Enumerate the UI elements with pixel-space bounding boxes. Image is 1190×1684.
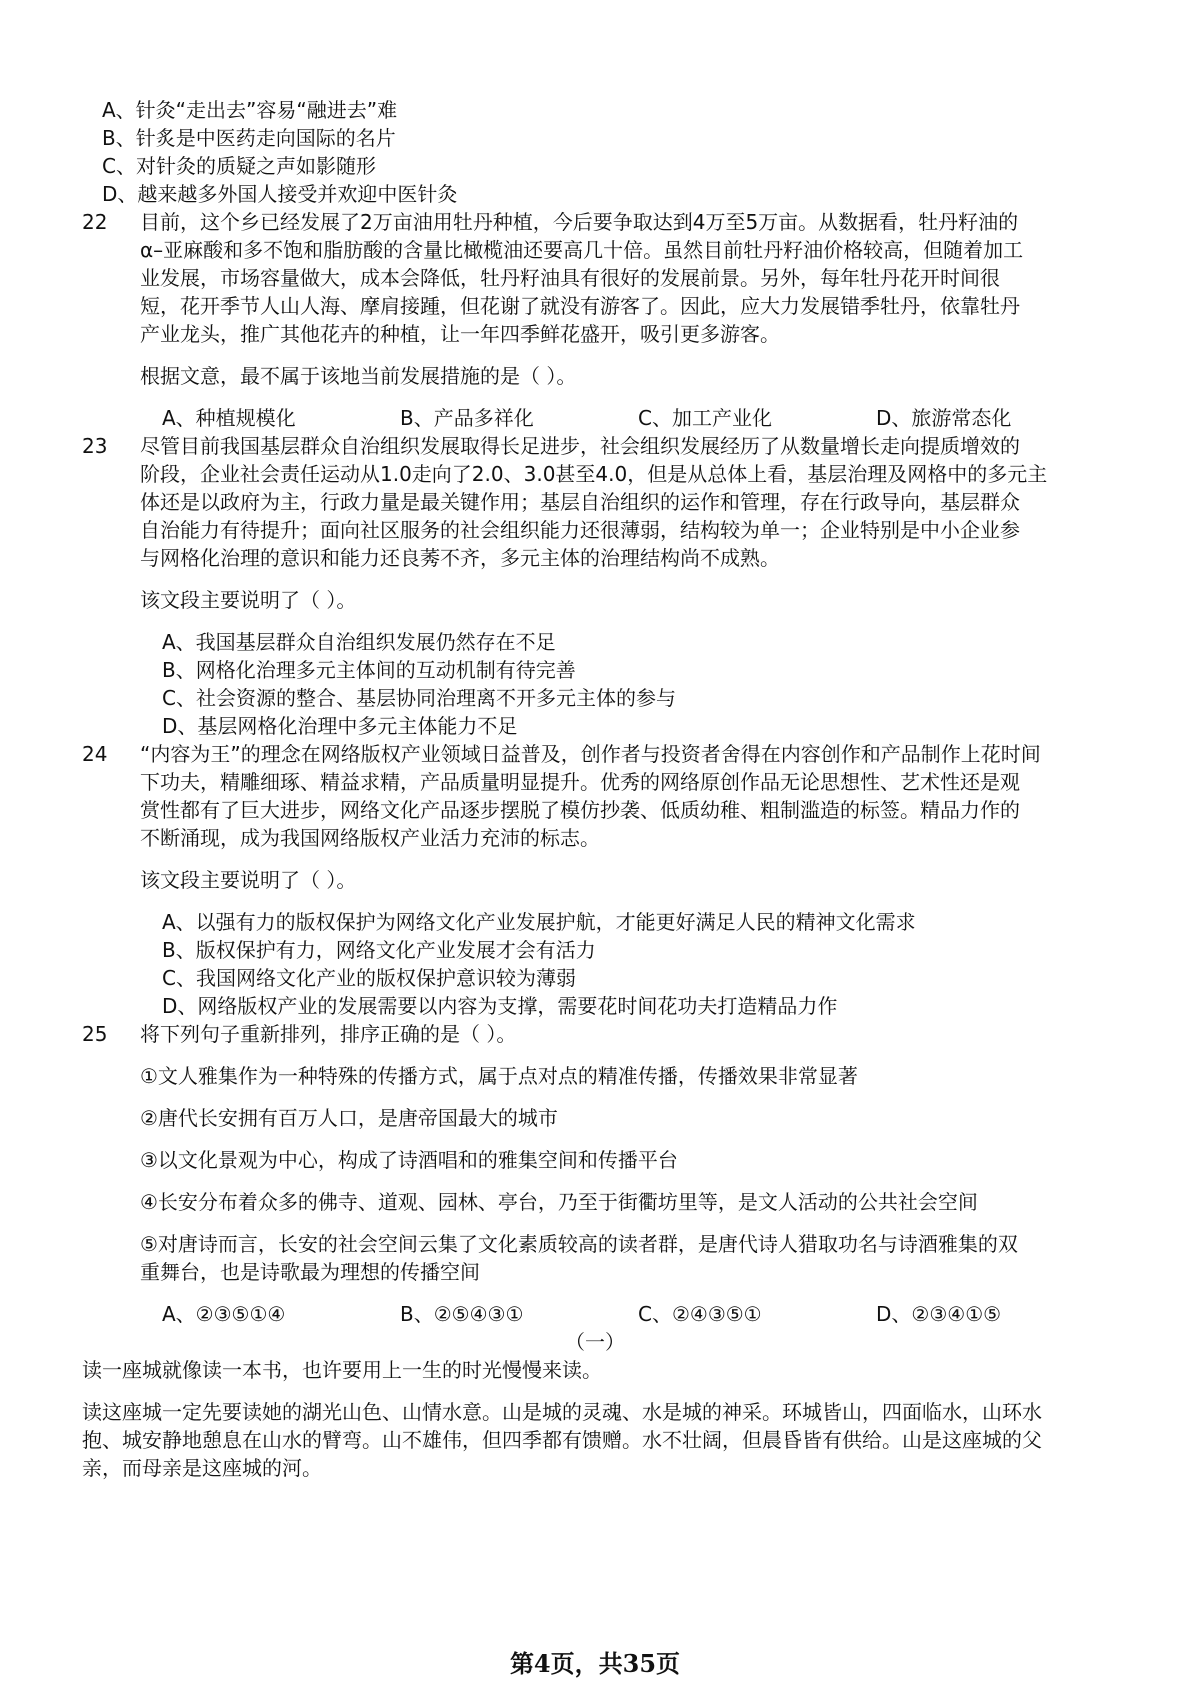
q22-options-row xyxy=(162,404,1062,432)
q22-passage-line: α–亚麻酸和多不饱和脂肪酸的含量比橄榄油还要高几十倍。虽然目前牡丹籽油价格较高，但随着加工 xyxy=(140,238,1024,262)
q25-option-d: D、②③④①⑤ xyxy=(876,1302,1002,1326)
page-number-footer: 第4页，共35页 xyxy=(509,1649,681,1678)
q25-sentence: ②唐代长安拥有百万人口，是唐帝国最大的城市 xyxy=(140,1106,558,1130)
q22-option-b: B、产品多祥化 xyxy=(400,406,534,430)
q24-question: 该文段主要说明了（ ）。 xyxy=(140,868,357,892)
q22-question: 根据文意，最不属于该地当前发展措施的是（ ）。 xyxy=(140,364,577,388)
q22-passage-line: 业发展，市场容量做大，成本会降低，牡丹籽油具有很好的发展前景。另外，每年牡丹花开时间很 xyxy=(140,266,1000,290)
q24-option-a: A、以强有力的版权保护为网络文化产业发展护航，才能更好满足人民的精神文化需求 xyxy=(162,910,916,934)
q24-passage-line: 赏性都有了巨大进步，网络文化产品逐步摆脱了模仿抄袭、低质幼稚、粗制滥造的标签。精品力作的 xyxy=(140,798,1020,822)
q25-option-b: B、②⑤④③① xyxy=(400,1302,524,1326)
q23-passage-line: 尽管目前我国基层群众自治组织发展取得长足进步，社会组织发展经历了从数量增长走向提质增效的 xyxy=(140,434,1020,458)
question-number: 25 xyxy=(82,1022,108,1046)
q25-option-a: A、②③⑤①④ xyxy=(162,1302,286,1326)
q24-passage-line: “内容为王”的理念在网络版权产业领域日益普及，创作者与投资者舍得在内容创作和产品制作上花时间 xyxy=(140,742,1041,766)
q23-passage-line: 与网格化治理的意识和能力还良莠不齐，多元主体的治理结构尚不成熟。 xyxy=(140,546,780,570)
q23-option-d: D、基层网格化治理中多元主体能力不足 xyxy=(162,714,518,738)
q23-passage-line: 自治能力有待提升；面向社区服务的社会组织能力还很薄弱，结构较为单一；企业特别是中小企业参 xyxy=(140,518,1020,542)
section-intro: 读一座城就像读一本书，也许要用上一生的时光慢慢来读。 xyxy=(82,1358,602,1382)
q25-sentence: ③以文化景观为中心，构成了诗酒唱和的雅集空间和传播平台 xyxy=(140,1148,678,1172)
q21-option-a: A、针灸“走出去”容易“融进去”难 xyxy=(102,98,398,122)
q25-question: 将下列句子重新排列，排序正确的是（ ）。 xyxy=(140,1022,517,1046)
q25-sentence: ④长安分布着众多的佛寺、道观、园林、亭台，乃至于街衢坊里等，是文人活动的公共社会空间 xyxy=(140,1190,978,1214)
section-paragraph-line: 亲，而母亲是这座城的河。 xyxy=(82,1456,322,1480)
q23-passage-line: 阶段，企业社会责任运动从1.0走向了2.0、3.0甚至4.0，但是从总体上看，基层治理及网格中的多元主 xyxy=(140,462,1048,486)
q22-passage-line: 产业龙头，推广其他花卉的种植，让一年四季鲜花盛开，吸引更多游客。 xyxy=(140,322,780,346)
section-paragraph-line: 读这座城一定先要读她的湖光山色、山情水意。山是城的灵魂、水是城的神采。环城皆山，四面临水，山环水 xyxy=(82,1400,1042,1424)
q22-passage-line: 短，花开季节人山人海、摩肩接踵，但花谢了就没有游客了。因此，应大力发展错季牡丹，依靠牡丹 xyxy=(140,294,1020,318)
q21-option-c: C、对针灸的质疑之声如影随形 xyxy=(102,154,376,178)
q23-option-a: A、我国基层群众自治组织发展仍然存在不足 xyxy=(162,630,556,654)
q25-option-c: C、②④③⑤① xyxy=(638,1302,762,1326)
q23-option-b: B、网格化治理多元主体间的互动机制有待完善 xyxy=(162,658,576,682)
section-title: （一） xyxy=(565,1330,625,1354)
q24-option-b: B、版权保护有力，网络文化产业发展才会有活力 xyxy=(162,938,596,962)
q21-option-d: D、越来越多外国人接受并欢迎中医针灸 xyxy=(102,182,458,206)
q23-passage-line: 体还是以政府为主，行政力量是最关键作用；基层自治组织的运作和管理，存在行政导向，基层群众 xyxy=(140,490,1020,514)
q24-passage-line: 下功夫，精雕细琢、精益求精，产品质量明显提升。优秀的网络原创作品无论思想性、艺术性还是观 xyxy=(140,770,1020,794)
q22-option-c: C、加工产业化 xyxy=(638,406,772,430)
q23-question: 该文段主要说明了（ ）。 xyxy=(140,588,357,612)
q22-passage-line: 目前，这个乡已经发展了2万亩油用牡丹种植，今后要争取达到4万至5万亩。从数据看，牡丹籽油的 xyxy=(140,210,1019,234)
q22-option-a: A、种植规模化 xyxy=(162,406,296,430)
q21-option-b: B、针炙是中医药走向国际的名片 xyxy=(102,126,396,150)
q24-option-c: C、我国网络文化产业的版权保护意识较为薄弱 xyxy=(162,966,576,990)
q25-sentence: 重舞台，也是诗歌最为理想的传播空间 xyxy=(140,1260,480,1284)
q24-option-d: D、网络版权产业的发展需要以内容为支撑，需要花时间花功夫打造精品力作 xyxy=(162,994,838,1018)
q22-option-d: D、旅游常态化 xyxy=(876,406,1012,430)
q25-options-row xyxy=(162,1300,1062,1328)
q25-sentence: ①文人雅集作为一种特殊的传播方式，属于点对点的精准传播，传播效果非常显著 xyxy=(140,1064,858,1088)
question-number: 22 xyxy=(82,210,108,234)
question-number: 23 xyxy=(82,434,108,458)
q25-sentence: ⑤对唐诗而言，长安的社会空间云集了文化素质较高的读者群，是唐代诗人猎取功名与诗酒雅集的双 xyxy=(140,1232,1018,1256)
q24-passage-line: 不断涌现，成为我国网络版权产业活力充沛的标志。 xyxy=(140,826,600,850)
section-paragraph-line: 抱、城安静地憩息在山水的臂弯。山不雄伟，但四季都有馈赠。水不壮阔，但晨昏皆有供给。山是这座城的父 xyxy=(82,1428,1042,1452)
question-number: 24 xyxy=(82,742,108,766)
q23-option-c: C、社会资源的整合、基层协同治理离不开多元主体的参与 xyxy=(162,686,676,710)
